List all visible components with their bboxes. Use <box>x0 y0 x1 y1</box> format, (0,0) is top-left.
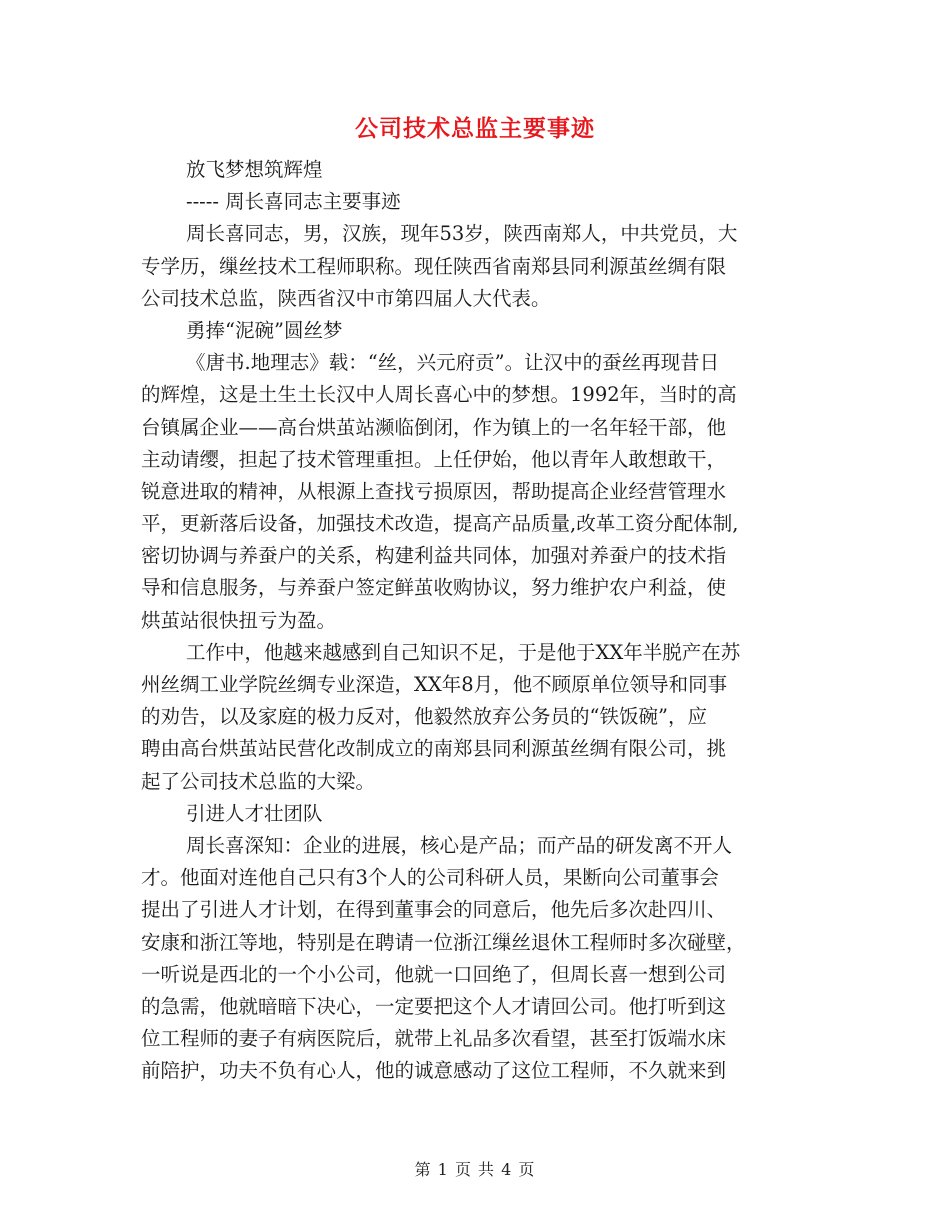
text-line: 密切协调与养蚕户的关系，构建利益共同体，加强对养蚕户的技术指 <box>141 544 727 568</box>
text-line: 《唐书.地理志》载：“丝，兴元府贡”。让汉中的蚕丝再现昔日 <box>186 351 720 375</box>
text-line: 安康和浙江等地，特别是在聘请一位浙江缫丝退休工程师时多次碰壁， <box>141 930 746 954</box>
text-line: 的急需，他就暗暗下决心，一定要把这个人才请回公司。他打听到这 <box>141 994 727 1018</box>
text-line: 引进人才壮团队 <box>186 801 323 825</box>
text-line: 放飞梦想筑辉煌 <box>186 158 323 181</box>
text-line: 的辉煌，这是土生土长汉中人周长喜心中的梦想。1992年，当时的高 <box>141 383 737 407</box>
text-line: 台镇属企业——高台烘茧站濒临倒闭，作为镇上的一名年轻干部，他 <box>141 415 727 439</box>
text-line: 周长喜深知：企业的进展，核心是产品；而产品的研发离不开人 <box>186 833 733 857</box>
text-line: 平，更新落后设备，加强技术改造，提高产品质量,改革工资分配体制, <box>141 512 739 536</box>
document-title: 公司技术总监主要事迹 <box>355 116 595 142</box>
text-line: 锐意进取的精神，从根源上查找亏损原因，帮助提高企业经营管理水 <box>141 479 727 503</box>
text-line: 提出了引进人才计划，在得到董事会的同意后，他先后多次赴四川、 <box>141 898 727 922</box>
document-body <box>141 154 811 1087</box>
text-line: 才。他面对连他自己只有3个人的公司科研人员，果断向公司董事会 <box>141 866 719 890</box>
text-line: 一听说是西北的一个小公司，他就一口回绝了，但周长喜一想到公司 <box>141 962 727 986</box>
text-line: 主动请缨，担起了技术管理重担。上任伊始，他以青年人敢想敢干， <box>141 447 727 471</box>
text-line: 周长喜同志，男，汉族，现年53岁，陕西南郑人，中共党员，大 <box>186 222 738 246</box>
text-line: 烘茧站很快扭亏为盈。 <box>141 608 337 632</box>
text-line: 的劝告，以及家庭的极力反对，他毅然放弃公务员的“铁饭碗”，应 <box>141 705 707 729</box>
text-line: 工作中，他越来越感到自己知识不足，于是他于XX年半脱产在苏 <box>186 640 741 664</box>
text-line: 位工程师的妻子有病医院后，就带上礼品多次看望，甚至打饭端水床 <box>141 1027 727 1051</box>
text-line: 导和信息服务，与养蚕户签定鲜茧收购协议，努力维护农户利益，使 <box>141 576 727 600</box>
text-line: 前陪护，功夫不负有心人，他的诚意感动了这位工程师，不久就来到 <box>141 1059 727 1083</box>
text-line: 勇捧“泥碗”圆丝梦 <box>186 318 343 342</box>
text-line: 公司技术总监，陕西省汉中市第四届人大代表。 <box>141 286 551 310</box>
page-footer: 第 1 页 共 4 页 <box>414 1160 536 1179</box>
text-line: 起了公司技术总监的大梁。 <box>141 769 376 793</box>
text-line: ----- 周长喜同志主要事迹 <box>186 190 401 214</box>
text-line: 聘由高台烘茧站民营化改制成立的南郑县同利源茧丝绸有限公司，挑 <box>141 737 727 761</box>
text-line: 专学历，缫丝技术工程师职称。现任陕西省南郑县同利源茧丝绸有限 <box>141 254 727 278</box>
text-line: 州丝绸工业学院丝绸专业深造，XX年8月，他不顾原单位领导和同事 <box>141 673 728 696</box>
